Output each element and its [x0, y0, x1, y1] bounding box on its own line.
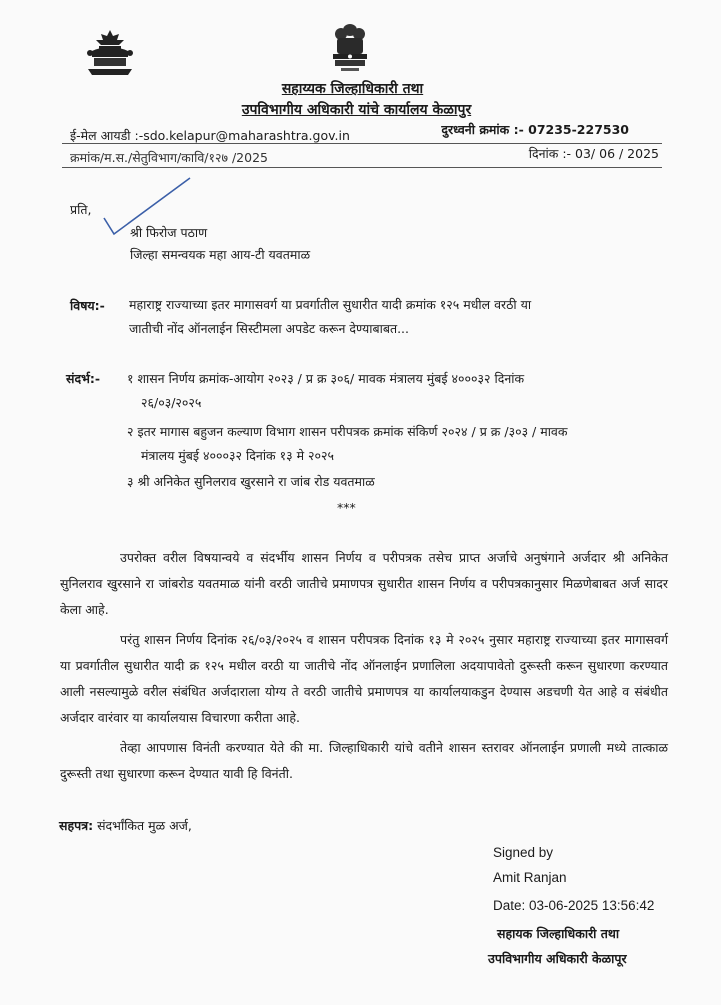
signature-date: Date: 03-06-2025 13:56:42 — [493, 898, 655, 913]
reference-number: क्रमांक/म.स./सेतुविभाग/कावि/१२७ /2025 — [70, 150, 268, 165]
signature-name: Amit Ranjan — [493, 870, 567, 885]
recipient-designation: जिल्हा समन्वयक महा आय-टी यवतमाळ — [130, 247, 311, 262]
national-emblem-icon — [327, 22, 373, 74]
reference-2-line1: २ इतर मागास बहुजन कल्याण विभाग शासन परीपत्रक क्रमांक संकिर्ण २०२४ / प्र क्र /३०३ / मावक — [127, 424, 568, 439]
body-paragraph-3: तेव्हा आपणास विनंती करण्यात येते की मा. जिल्हाधिकारी यांचे वतीने शासन स्तरावर ऑनलाईन प्रणाली मध्ये तात्काळ दुरूस्ती तथा सुधारणा करून देण्यात यावी हि विनंती. — [60, 740, 668, 781]
reference-1-line1: १ शासन निर्णय क्रमांक-आयोग २०२३ / प्र क्र ३०६/ मावक मंत्रालय मुंबई ४०००३२ दिनांक — [127, 371, 525, 386]
references-label: संदर्भ:- — [66, 371, 101, 386]
subject-line2: जातीची नोंद ऑनलाईन सिस्टीमला अपडेट करून देण्याबाबत... — [129, 321, 409, 336]
body-paragraph-2: परंतु शासन निर्णय दिनांक २६/०३/२०२५ व शासन परीपत्रक दिनांक १३ मे २०२५ नुसार महाराष्ट्र राज्याच्या इतर मागासवर्ग या प्रवर्गातील सुधारीत यादी क्र १२५ मधील वरठी या जातीचे नोंद ऑनलाईन प्रणालिला अदयापावेतो दुरूस्ती करून सुधारणा करण्यात आली नसल्यामुळे वरील संबंधित अर्जदाराला योग्य ते वरठी जातीचे प्रमाणपत्र या कार्यालयाकडुन देण्यास अडचणी येत आहे व संबंधीत अर्जदार वारंवार या कार्यालयास विचारणा करीता आहे. — [60, 632, 668, 725]
header-divider-top — [62, 143, 662, 144]
office-phone: दुरध्वनी क्रमांक :- 07235-227530 — [441, 122, 629, 137]
office-email: ई-मेल आयडी :-sdo.kelapur@maharashtra.gov.in — [70, 128, 350, 143]
signatory-designation-line1: सहायक जिल्हाधिकारी तथा — [497, 926, 620, 941]
subject-line1: महाराष्ट्र राज्याच्या इतर मागासवर्ग या प्रवर्गातील सुधारीत यादी क्रमांक १२५ मधील वरठी या — [129, 297, 532, 312]
reference-2-line2: मंत्रालय मुंबई ४०००३२ दिनांक १३ मे २०२५ — [141, 448, 335, 463]
subject-label: विषय:- — [70, 298, 105, 313]
office-title-line1: सहाय्यक जिल्हाधिकारी तथा — [281, 81, 424, 97]
enclosure-text: संदर्भांकित मुळ अर्ज, — [97, 818, 192, 833]
reference-3: ३ श्री अनिकेत सुनिलराव खुरसाने रा जांब रोड यवतमाळ — [127, 474, 375, 489]
section-separator: *** — [337, 500, 356, 515]
enclosure — [59, 817, 192, 834]
to-label: प्रति, — [70, 202, 92, 217]
recipient-name: श्री फिरोज पठाण — [130, 225, 208, 240]
office-title-line2: उपविभागीय अधिकारी यांचे कार्यालय केळापुर — [241, 102, 472, 118]
body-paragraph-1: उपरोक्त वरील विषयान्वये व संदर्भीय शासन निर्णय व परीपत्रक तसेच प्राप्त अर्जाचे अनुषंगाने अर्जदार श्री अनिकेत सुनिलराव खुरसाने रा जांबरोड यवतमाळ यांनी वरठी जातीचे प्रमाणपत्र सुधारीत शासन निर्णय व परीपत्रकानुसार मिळणेबाबत अर्ज सादर केला आहे. — [60, 550, 668, 617]
letter-date: दिनांक :- 03/ 06 / 2025 — [528, 146, 659, 161]
maharashtra-emblem-icon — [84, 27, 136, 77]
reference-1-line2: २६/०३/२०२५ — [141, 395, 202, 410]
signature-signed-by: Signed by — [493, 845, 554, 860]
enclosure-label: सहपत्र: — [59, 818, 94, 833]
signatory-designation-line2: उपविभागीय अधिकारी केळापूर — [488, 951, 627, 966]
header-divider-bottom — [62, 167, 662, 168]
